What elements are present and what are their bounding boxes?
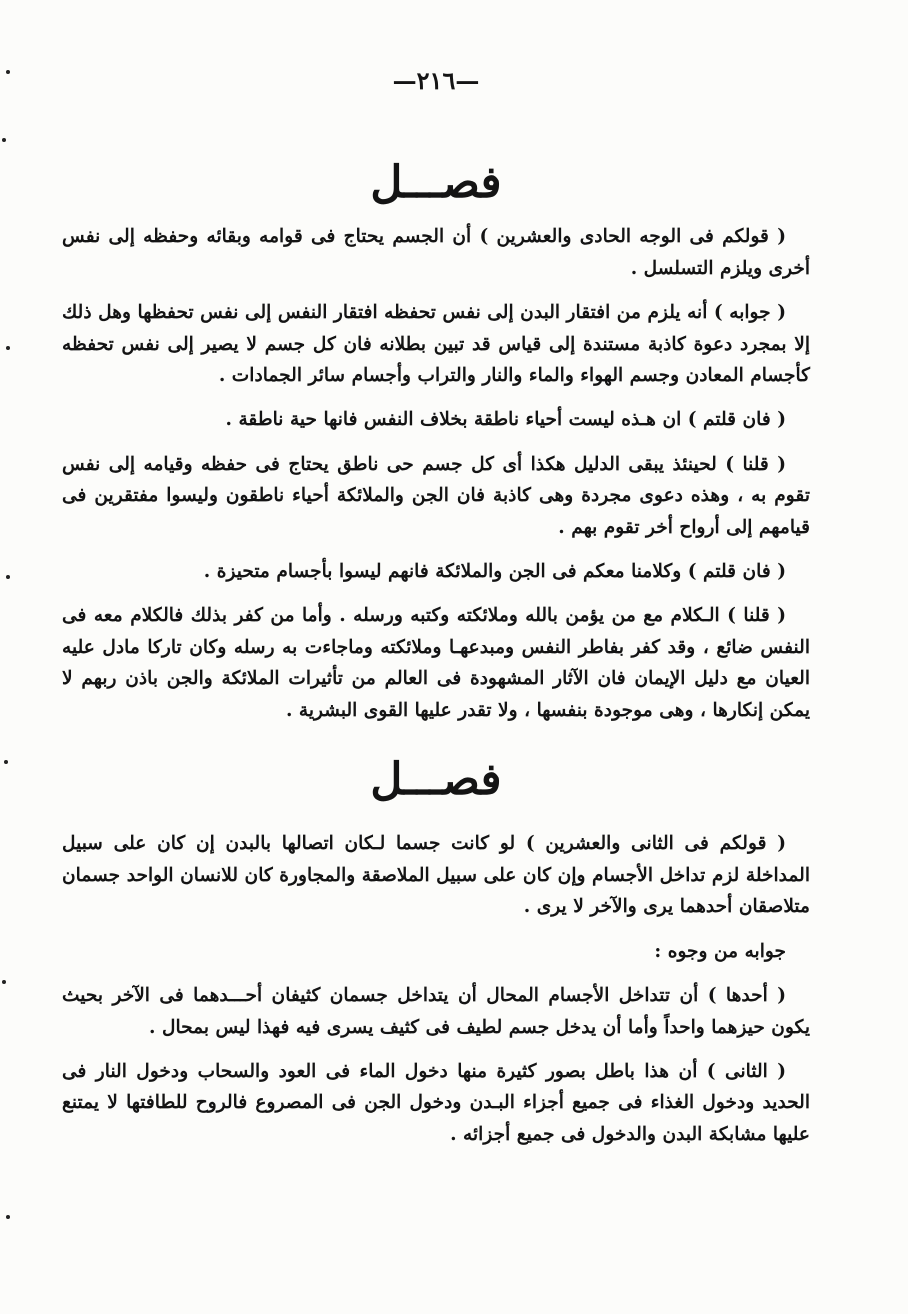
paragraph: ( الثانى ) أن هذا باطل بصور كثيرة منها دخول الماء فى العود والسحاب ودخول النار فى الحديد ودخول الغذاء فى جميع أجزاء البـدن ودخول الجن فى المصروع فالروح للطافتها لا يمتنع عليها مشابكة البدن والدخول فى جميع أجزائه . — [62, 1060, 810, 1145]
paragraph: ( جوابه ) أنه يلزم من افتقار البدن إلى نفس تحفظه افتقار النفس إلى نفس تحفظها وهل ذلك إلا بمجرد دعوة كاذبة مستندة إلى قياس قد تبين بطلانه فان كل جسم لا يصير إلى نفس تحفظه كأجسام المعادن وجسم الهواء والماء والنار والتراب وأجسام سائر الجمادات . — [62, 302, 810, 387]
page-number: —٢١٦— — [392, 66, 480, 95]
paragraph: ( قلنا ) لحينئذ يبقى الدليل هكذا أى كل جسم حى ناطق يحتاج فى حفظه وقيامه إلى نفس تقوم به ، وهذه دعوى مجردة وهى كاذبة فان الجن والملائكة أحياء ناطقون وليسوا مفتقرين فى قيامهم إلى أرواح أخر تقوم بهم . — [62, 453, 810, 538]
margin-speck — [2, 138, 6, 142]
margin-speck — [6, 346, 10, 350]
paragraph: ( قولكم فى الوجه الحادى والعشرين ) أن الجسم يحتاج فى قوامه وبقائه وحفظه إلى نفس أخرى ويلزم التسلسل . — [62, 226, 810, 279]
paragraph: ( قولكم فى الثانى والعشرين ) لو كانت جسما لـكان اتصالها بالبدن إن كان على سبيل المداخلة لزم تداخل الأجسام وإن كان على سبيل الملاصقة والمجاورة كان للانسان الواحد جسمان متلاصقان أحدهما يرى والآخر لا يرى . — [62, 833, 810, 918]
margin-speck — [4, 760, 8, 764]
section-heading: فصـــل — [370, 157, 502, 208]
margin-speck — [6, 1215, 10, 1219]
section-heading: فصـــل — [370, 754, 502, 806]
paragraph: ( أحدها ) أن تتداخل الأجسام المحال أن يتداخل جسمان كثيفان أحـــدهما فى الآخر بحيث يكون حيزهما واحداً وأما أن يدخل جسم لطيف فى كثيف يسرى فيه فهذا ليس بمحال . — [62, 985, 810, 1038]
paragraph: ( فان قلتم ) وكلامنا معكم فى الجن والملائكة فانهم ليسوا بأجسام متحيزة . — [203, 561, 786, 583]
paragraph: جوابه من وجوه : — [654, 940, 786, 962]
paragraph: ( قلنا ) الـكلام مع من يؤمن بالله وملائكته وكتبه ورسله . وأما من كفر بذلك فالكلام معه فى النفس ضائع ، وقد كفر بفاطر النفس ومبدعهـا وملائكته وماجاءت به رسله وكان تاركا مادل عليه العيان مع دليل الإيمان فان الآثار المشهودة فى العالم من تأثيرات الملائكة والجن باذن ربهم لا يمكن إنكارها ، وهى موجودة بنفسها ، ولا تقدر عليها القوى البشرية . — [62, 605, 810, 721]
book-page — [62, 66, 810, 1163]
margin-speck — [6, 70, 10, 74]
margin-speck — [2, 980, 6, 984]
margin-speck — [6, 575, 10, 579]
paragraph: ( فان قلتم ) ان هـذه ليست أحياء ناطقة بخلاف النفس فانها حية ناطقة . — [225, 409, 786, 431]
section-1 — [62, 159, 810, 726]
section-2 — [62, 756, 810, 1150]
